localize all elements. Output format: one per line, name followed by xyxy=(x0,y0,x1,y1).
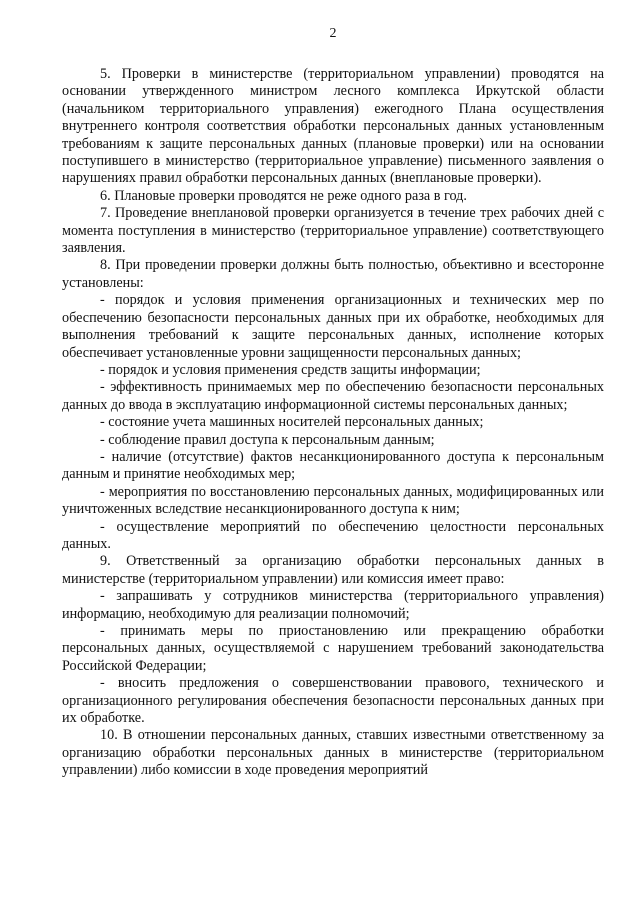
list-item-request-information: - запрашивать у сотрудников министерства (территориального управления) информацию, необходимую для реализации полномочий; xyxy=(62,588,604,622)
list-item-submit-proposals: - вносить предложения о совершенствовании правового, технического и организационного регулирования обеспечения безопасности персональных данных при их обработке. xyxy=(62,675,604,727)
paragraph-5-inspections-basis: 5. Проверки в министерстве (территориальном управлении) проводятся на основании утвержденного министром лесного комплекса Иркутской области (начальником территориального управления) ежегодного Плана осуществления внутреннего контроля соответствия обработки персональных данных установленным требованиям к защите персональных данных (плановые проверки) или на основании поступившего в министерство (территориальное управление) письменного заявления о нарушениях правил обработки персональных данных (внеплановые проверки). xyxy=(62,66,604,187)
paragraph-7-unscheduled-inspection: 7. Проведение внеплановой проверки организуется в течение трех рабочих дней с момента поступления в министерство (территориальное управление) соответствующего заявления. xyxy=(62,205,604,257)
list-item-unauthorized-access: - наличие (отсутствие) фактов несанкционированного доступа к персональным данным и принятие необходимых мер; xyxy=(62,448,604,483)
paragraph-10-known-data: 10. В отношении персональных данных, ставших известными ответственному за организацию обработки персональных данных в министерстве (территориальном управлении) либо комиссии в ходе проведения мероприятий xyxy=(62,727,604,779)
list-item-access-rules: - соблюдение правил доступа к персональным данным; xyxy=(100,431,435,448)
list-item-media-accounting: - состояние учета машинных носителей персональных данных; xyxy=(100,414,484,431)
list-item-protection-measures: - порядок и условия применения организационных и технических мер по обеспечению безопасности персональных данных при их обработке, необходимых для выполнения требований к защите персональных данных, исполнение которых обеспечивает установленные уровни защищенности персональных данных; xyxy=(62,292,604,361)
list-item-data-recovery: - мероприятия по восстановлению персональных данных, модифицированных или уничтоженных вследствие несанкционированного доступа к ним; xyxy=(62,483,604,518)
page-number: 2 xyxy=(329,26,337,41)
list-item-measures-effectiveness: - эффективность принимаемых мер по обеспечению безопасности персональных данных до ввода в эксплуатацию информационной системы персональных данных; xyxy=(62,379,604,413)
list-item-data-integrity: - осуществление мероприятий по обеспечению целостности персональных данных. xyxy=(62,518,604,552)
paragraph-6-planned-frequency: 6. Плановые проверки проводятся не реже одного раза в год. xyxy=(100,187,467,204)
paragraph-9-rights: 9. Ответственный за организацию обработки персональных данных в министерстве (территориальном управлении) или комиссия имеет право: xyxy=(62,553,604,587)
paragraph-8-inspection-scope: 8. При проведении проверки должны быть полностью, объективно и всесторонне установлены: xyxy=(62,257,604,291)
list-item-protection-tools: - порядок и условия применения средств защиты информации; xyxy=(100,361,481,378)
list-item-suspend-processing: - принимать меры по приостановлению или прекращению обработки персональных данных, осуществляемой с нарушением требований законодательства Российской Федерации; xyxy=(62,623,604,674)
